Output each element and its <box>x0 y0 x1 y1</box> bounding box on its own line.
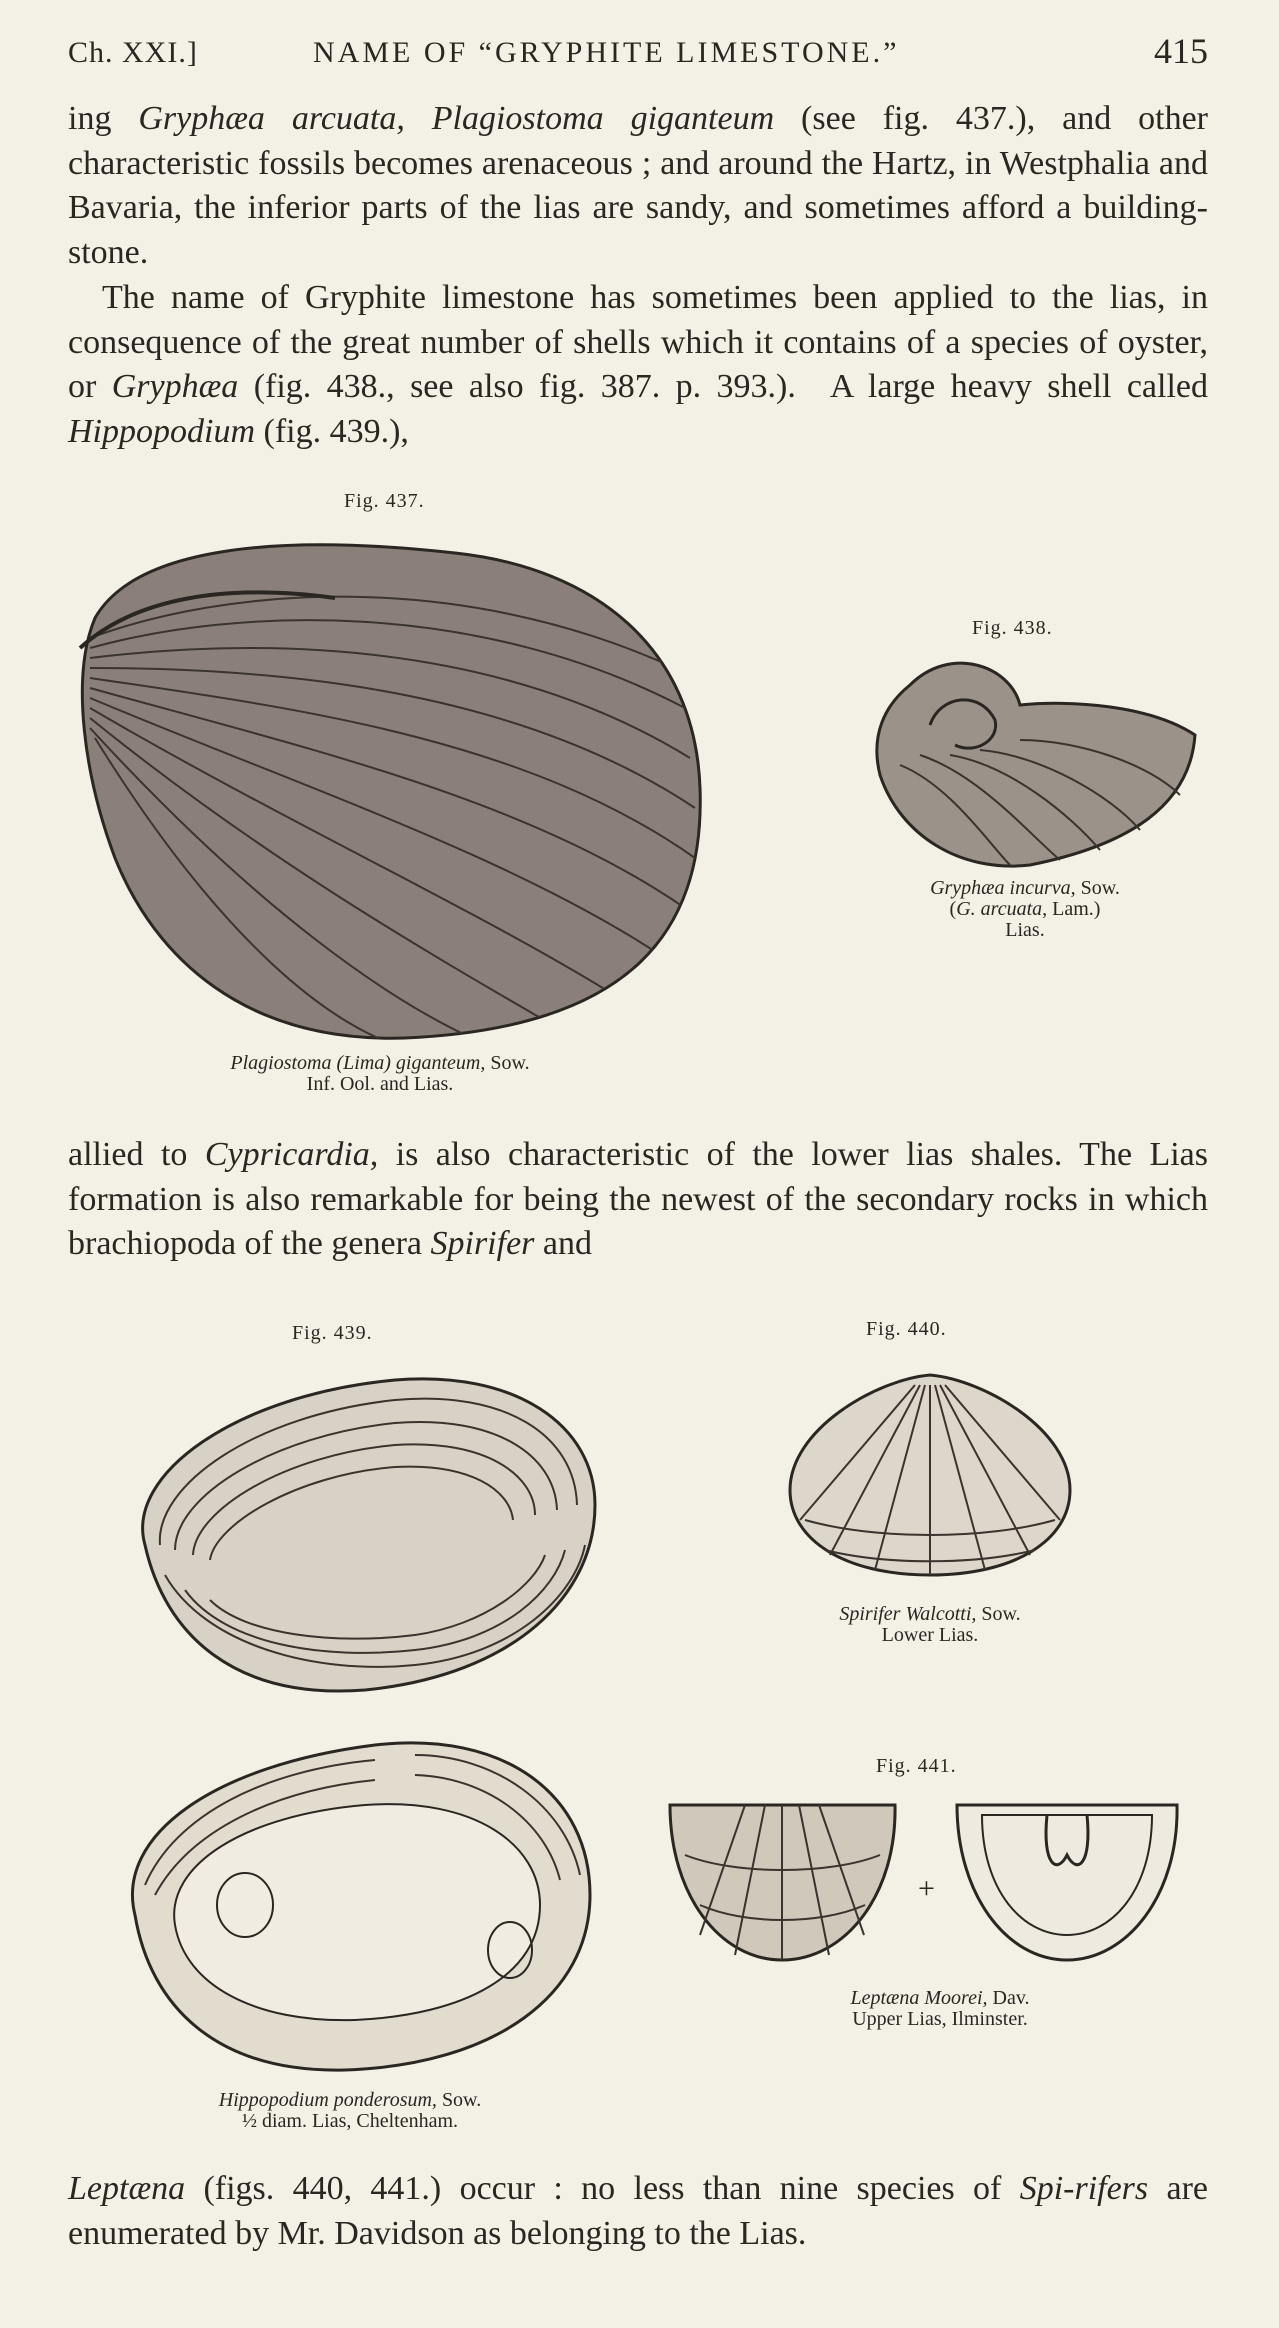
fig-438-caption-name: Gryphæa incurva, Sow. <box>930 877 1120 899</box>
fig-437-label: Fig. 437. <box>344 490 425 512</box>
fig-440-spirifer-illustration <box>785 1370 1075 1580</box>
chapter-marker: Ch. XXI.] <box>68 36 198 69</box>
paragraph-1: ing Gryphæa arcuata, Plagiostoma giganteum (see fig. 437.), and other characteristic fossils becomes arenaceous ; and around the Hartz, in Westphalia and Bavaria, the inferior parts of the lias are sandy, and sometimes afford a building-stone. <box>68 100 1208 271</box>
fig-438-oyster-illustration <box>870 645 1200 870</box>
fig-437-caption-horizon: Inf. Ool. and Lias. <box>306 1073 454 1095</box>
page-number: 415 <box>1154 31 1208 71</box>
fig-439-caption <box>130 2090 570 2132</box>
fig-440-caption-name: Spirifer Walcotti, Sow. <box>839 1603 1021 1625</box>
fig-441-caption <box>760 1988 1120 2030</box>
fig-439-shell-exterior-illustration <box>115 1375 600 1700</box>
fig-441-caption-name: Leptæna Moorei, Dav. <box>850 1987 1030 2009</box>
fig-439-shell-interior-illustration <box>115 1735 595 2075</box>
fig-438-caption-synonym: (G. arcuata, Lam.) <box>949 898 1101 920</box>
fig-438-caption <box>870 878 1180 941</box>
paragraph-3: allied to Cypricardia, is also characteristic of the lower lias shales. The Lias formation is also remarkable for being the newest of the secondary rocks in which brachiopoda of the genera Spirifer and <box>68 1136 1208 1262</box>
fig-438-label: Fig. 438. <box>972 617 1053 639</box>
fig-441-plus-sign: + <box>918 1872 936 1905</box>
fig-437-caption-name: Plagiostoma (Lima) giganteum, Sow. <box>230 1052 530 1074</box>
fig-440-caption-horizon: Lower Lias. <box>881 1624 979 1646</box>
fig-439-label: Fig. 439. <box>292 1322 373 1344</box>
running-header <box>68 30 1208 80</box>
fig-441-caption-locality: Upper Lias, Ilminster. <box>852 2008 1028 2030</box>
fig-441-valve-exterior-illustration <box>665 1795 900 1965</box>
fig-439-caption-locality: ½ diam. Lias, Cheltenham. <box>241 2110 459 2132</box>
fig-438-caption-horizon: Lias. <box>1005 919 1045 941</box>
fig-439-caption-name: Hippopodium ponderosum, Sow. <box>218 2089 482 2111</box>
paragraph-2: The name of Gryphite limestone has sometimes been applied to the lias, in consequence of the great number of shells which it contains of a species of oyster, or Gryphæa (fig. 438., see also fig. 387. p. 393.). A large heavy shell called Hippopodium (fig. 439.), <box>68 279 1208 450</box>
running-title: NAME OF “GRYPHITE LIMESTONE.” <box>313 36 900 69</box>
fig-441-label: Fig. 441. <box>876 1755 957 1777</box>
fig-437-caption <box>140 1053 620 1095</box>
fig-437-shell-illustration <box>75 528 705 1048</box>
fig-441-valve-interior-illustration <box>952 1795 1182 1965</box>
fig-440-caption <box>780 1604 1080 1646</box>
paragraph-4: Leptæna (figs. 440, 441.) occur : no less than nine species of Spi-rifers are enumerated by Mr. Davidson as belonging to the Lias. <box>68 2170 1208 2252</box>
fig-440-label: Fig. 440. <box>866 1318 947 1340</box>
